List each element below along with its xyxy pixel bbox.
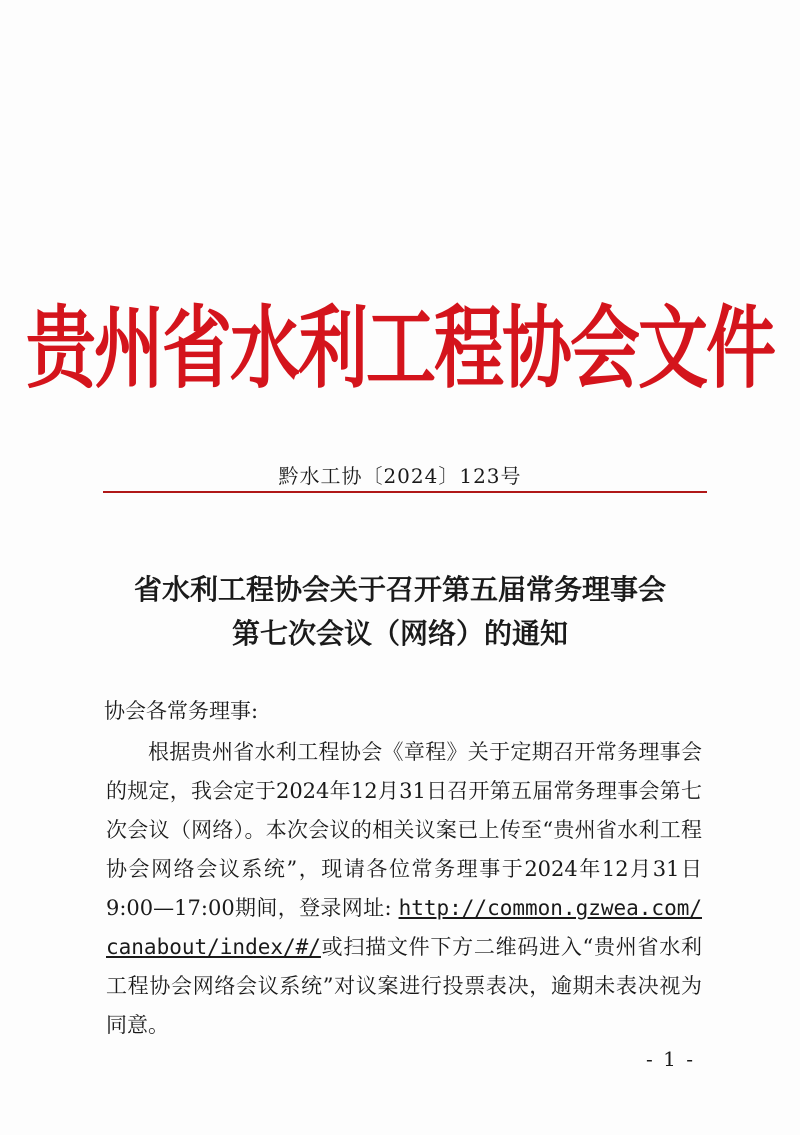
body-paragraph xyxy=(106,733,702,1045)
body-text-part-2: 或扫描文件下方二维码进入“贵州省水利工程协会网络会议系统”对议案进行投票表决，逾期未表决视为同意。 xyxy=(106,935,702,1037)
document-number: 黔水工协〔2024〕123号 xyxy=(278,464,522,488)
notice-title-line-1: 省水利工程协会关于召开第五届常务理事会 xyxy=(133,573,666,606)
red-header-title: 贵州省水利工程协会文件 xyxy=(26,296,774,402)
header-divider xyxy=(103,491,707,493)
meeting-system-url[interactable]: http://common.gzwea.com/canabout/index/#/ xyxy=(106,896,702,959)
notice-title-line-2: 第七次会议（网络）的通知 xyxy=(231,617,568,650)
notice-title xyxy=(0,568,800,656)
page-number: - 1 - xyxy=(646,1047,695,1071)
body-text-part-1: 根据贵州省水利工程协会《章程》关于定期召开常务理事会的规定，我会定于2024年12月31日召开第五届常务理事会第七次会议（网络）。本次会议的相关议案已上传至“贵州省水利工程协会网络会议系统”，现请各位常务理事于2024年12月31日9:00—17:00期间，登录网址: xyxy=(106,740,702,920)
salutation: 协会各常务理事: xyxy=(104,699,259,723)
